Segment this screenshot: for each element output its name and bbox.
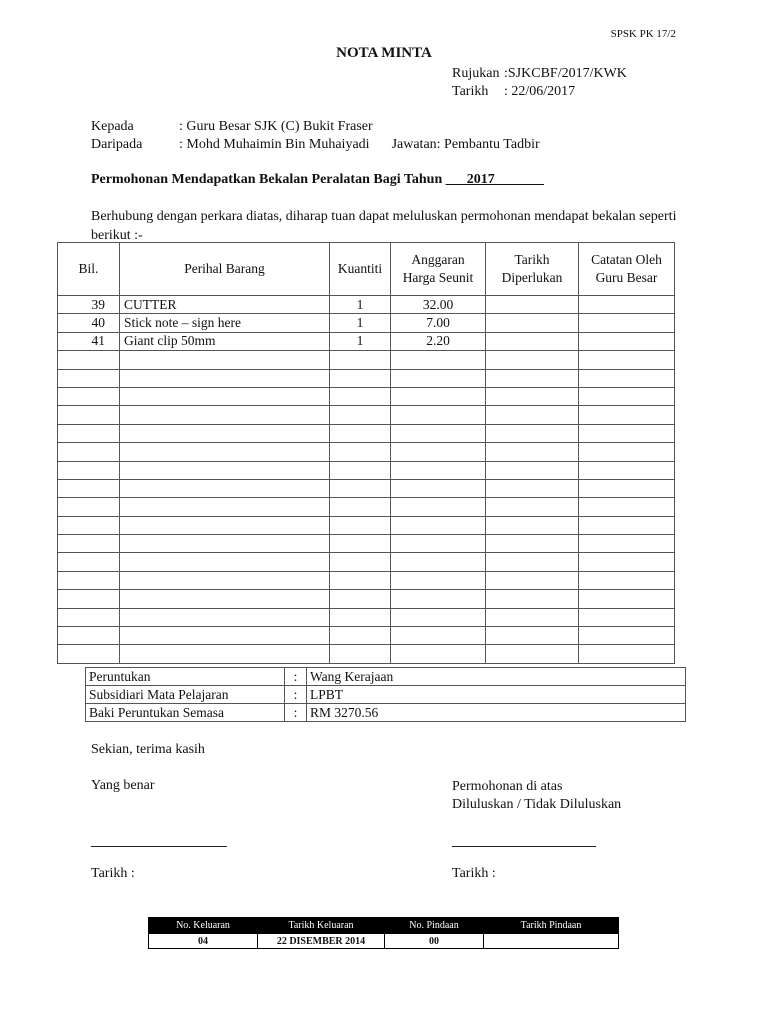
item-date-needed: [486, 296, 579, 314]
reference-label: Rujukan: [452, 66, 500, 81]
item-no: [58, 645, 120, 663]
item-desc: [120, 516, 330, 534]
item-note: [579, 314, 675, 332]
to-value: : Guru Besar SJK (C) Bukit Fraser: [179, 119, 373, 134]
header-amendment-no: No. Pindaan: [385, 918, 484, 934]
item-desc: [120, 387, 330, 405]
table-row: [58, 443, 675, 461]
item-desc: [120, 443, 330, 461]
item-date-needed: [486, 535, 579, 553]
allocation-label: Subsidiari Mata Pelajaran: [86, 686, 285, 704]
item-note: [579, 351, 675, 369]
item-no: 41: [58, 332, 120, 350]
item-qty: [330, 406, 391, 424]
allocation-table: [85, 667, 686, 722]
allocation-separator: :: [285, 668, 307, 686]
item-date-needed: [486, 553, 579, 571]
item-date-needed: [486, 590, 579, 608]
item-qty: [330, 516, 391, 534]
item-note: [579, 443, 675, 461]
allocation-row: [86, 704, 686, 722]
item-note: [579, 498, 675, 516]
item-price: 2.20: [391, 332, 486, 350]
item-desc: [120, 645, 330, 663]
item-no: [58, 571, 120, 589]
allocation-label: Peruntukan: [86, 668, 285, 686]
sign-left-text: Yang benar: [91, 778, 155, 793]
item-price: [391, 590, 486, 608]
item-price: [391, 424, 486, 442]
table-row: [58, 369, 675, 387]
item-qty: [330, 553, 391, 571]
table-row: [58, 332, 675, 350]
header-no: Bil.: [58, 243, 120, 296]
item-price: [391, 461, 486, 479]
date-row: [452, 84, 575, 100]
table-row: [58, 387, 675, 405]
item-no: [58, 553, 120, 571]
item-price: [391, 571, 486, 589]
table-row: [58, 645, 675, 663]
item-qty: [330, 571, 391, 589]
item-note: [579, 332, 675, 350]
item-date-needed: [486, 479, 579, 497]
table-row: [58, 351, 675, 369]
item-price: [391, 351, 486, 369]
item-qty: [330, 443, 391, 461]
table-row: [58, 406, 675, 424]
table-row: [58, 498, 675, 516]
item-date-needed: [486, 387, 579, 405]
item-no: [58, 590, 120, 608]
from-label: Daripada: [91, 137, 143, 152]
item-date-needed: [486, 406, 579, 424]
table-row: [58, 461, 675, 479]
table-row: [58, 296, 675, 314]
header-notes: Catatan Oleh Guru Besar: [579, 243, 675, 296]
item-desc: [120, 553, 330, 571]
item-no: [58, 461, 120, 479]
item-desc: [120, 627, 330, 645]
amendment-date: [484, 934, 619, 949]
item-date-needed: [486, 369, 579, 387]
item-desc: [120, 590, 330, 608]
item-no: [58, 498, 120, 516]
item-price: [391, 608, 486, 626]
item-qty: [330, 498, 391, 516]
item-date-needed: [486, 351, 579, 369]
table-row: [58, 590, 675, 608]
form-code: SPSK PK 17/2: [610, 28, 676, 40]
item-note: [579, 387, 675, 405]
item-price: [391, 406, 486, 424]
table-row: [58, 535, 675, 553]
to-label: Kepada: [91, 119, 134, 134]
reference-row: [452, 66, 627, 82]
closing-text: Sekian, terima kasih: [91, 742, 205, 757]
item-qty: [330, 387, 391, 405]
item-desc: [120, 369, 330, 387]
item-no: 40: [58, 314, 120, 332]
item-qty: 1: [330, 296, 391, 314]
item-price: [391, 443, 486, 461]
document-title: NOTA MINTA: [336, 45, 432, 61]
item-qty: [330, 590, 391, 608]
item-note: [579, 627, 675, 645]
item-price: [391, 553, 486, 571]
item-price: [391, 627, 486, 645]
item-note: [579, 571, 675, 589]
subject-year: ___2017_______: [445, 172, 544, 187]
header-amendment-date: Tarikh Pindaan: [484, 918, 619, 934]
approval-block: [452, 778, 621, 814]
item-date-needed: [486, 314, 579, 332]
allocation-row: [86, 668, 686, 686]
item-note: [579, 553, 675, 571]
item-qty: [330, 424, 391, 442]
items-header-row: [58, 243, 675, 296]
item-no: [58, 608, 120, 626]
item-note: [579, 296, 675, 314]
item-price: [391, 535, 486, 553]
header-qty: Kuantiti: [330, 243, 391, 296]
revision-table: [148, 917, 619, 949]
approval-line-1: Permohonan di atas: [452, 779, 563, 794]
item-note: [579, 461, 675, 479]
date-label-right: Tarikh :: [452, 866, 496, 881]
item-note: [579, 479, 675, 497]
approval-line-2: Diluluskan / Tidak Diluluskan: [452, 797, 622, 812]
item-note: [579, 424, 675, 442]
item-price: [391, 387, 486, 405]
item-qty: [330, 645, 391, 663]
item-date-needed: [486, 627, 579, 645]
header-price: Anggaran Harga Seunit: [391, 243, 486, 296]
table-row: [58, 553, 675, 571]
item-no: [58, 535, 120, 553]
item-no: [58, 369, 120, 387]
item-no: [58, 406, 120, 424]
item-desc: [120, 351, 330, 369]
table-row: [58, 608, 675, 626]
intro-paragraph: Berhubung dengan perkara diatas, diharap tuan dapat meluluskan permohonan mendapat bekalan seperti berikut :-: [91, 209, 677, 243]
table-row: [58, 424, 675, 442]
item-qty: [330, 627, 391, 645]
position-value: Jawatan: Pembantu Tadbir: [391, 137, 540, 152]
item-desc: [120, 535, 330, 553]
item-note: [579, 535, 675, 553]
allocation-row: [86, 686, 686, 704]
table-row: [58, 479, 675, 497]
amendment-no: 00: [385, 934, 484, 949]
item-qty: [330, 461, 391, 479]
date-label: Tarikh: [452, 84, 489, 99]
signature-line-left: [91, 846, 227, 847]
item-qty: [330, 535, 391, 553]
header-date-needed: Tarikh Diperlukan: [486, 243, 579, 296]
header-issue-no: No. Keluaran: [149, 918, 258, 934]
item-qty: [330, 351, 391, 369]
table-row: [58, 571, 675, 589]
item-no: [58, 516, 120, 534]
item-date-needed: [486, 332, 579, 350]
date-label-left: Tarikh :: [91, 866, 135, 881]
revision-value-row: [149, 934, 619, 949]
item-price: [391, 498, 486, 516]
item-note: [579, 645, 675, 663]
item-price: 32.00: [391, 296, 486, 314]
item-no: [58, 424, 120, 442]
revision-header-row: [149, 918, 619, 934]
item-note: [579, 406, 675, 424]
item-price: [391, 645, 486, 663]
item-no: [58, 351, 120, 369]
allocation-value: Wang Kerajaan: [307, 668, 686, 686]
item-date-needed: [486, 461, 579, 479]
issue-no: 04: [149, 934, 258, 949]
table-row: [58, 516, 675, 534]
item-desc: CUTTER: [120, 296, 330, 314]
item-qty: 1: [330, 314, 391, 332]
item-date-needed: [486, 571, 579, 589]
item-note: [579, 369, 675, 387]
item-desc: [120, 498, 330, 516]
subject-line: [91, 172, 544, 188]
item-date-needed: [486, 516, 579, 534]
from-row: [91, 137, 540, 153]
item-price: [391, 479, 486, 497]
item-desc: Giant clip 50mm: [120, 332, 330, 350]
table-row: [58, 314, 675, 332]
item-no: [58, 443, 120, 461]
item-desc: Stick note – sign here: [120, 314, 330, 332]
allocation-value: LPBT: [307, 686, 686, 704]
issue-date: 22 DISEMBER 2014: [258, 934, 385, 949]
item-date-needed: [486, 443, 579, 461]
subject-text: Permohonan Mendapatkan Bekalan Peralatan Bagi Tahun: [91, 172, 446, 187]
item-desc: [120, 406, 330, 424]
item-note: [579, 516, 675, 534]
to-row: [91, 119, 373, 135]
item-no: 39: [58, 296, 120, 314]
allocation-label: Baki Peruntukan Semasa: [86, 704, 285, 722]
item-desc: [120, 571, 330, 589]
table-row: [58, 627, 675, 645]
allocation-value: RM 3270.56: [307, 704, 686, 722]
item-no: [58, 387, 120, 405]
item-qty: [330, 608, 391, 626]
item-note: [579, 608, 675, 626]
item-price: 7.00: [391, 314, 486, 332]
item-date-needed: [486, 498, 579, 516]
item-no: [58, 627, 120, 645]
signature-line-right: [452, 846, 596, 847]
item-price: [391, 369, 486, 387]
item-qty: [330, 479, 391, 497]
item-desc: [120, 461, 330, 479]
item-desc: [120, 424, 330, 442]
item-qty: [330, 369, 391, 387]
reference-value: :SJKCBF/2017/KWK: [504, 66, 627, 81]
date-value: : 22/06/2017: [504, 84, 576, 99]
item-desc: [120, 479, 330, 497]
item-price: [391, 516, 486, 534]
from-value: : Mohd Muhaimin Bin Muhaiyadi: [179, 137, 370, 152]
item-date-needed: [486, 424, 579, 442]
header-issue-date: Tarikh Keluaran: [258, 918, 385, 934]
item-no: [58, 479, 120, 497]
header-item: Perihal Barang: [120, 243, 330, 296]
allocation-separator: :: [285, 686, 307, 704]
item-date-needed: [486, 608, 579, 626]
item-note: [579, 590, 675, 608]
allocation-separator: :: [285, 704, 307, 722]
item-date-needed: [486, 645, 579, 663]
items-table: [57, 242, 675, 664]
item-desc: [120, 608, 330, 626]
item-qty: 1: [330, 332, 391, 350]
